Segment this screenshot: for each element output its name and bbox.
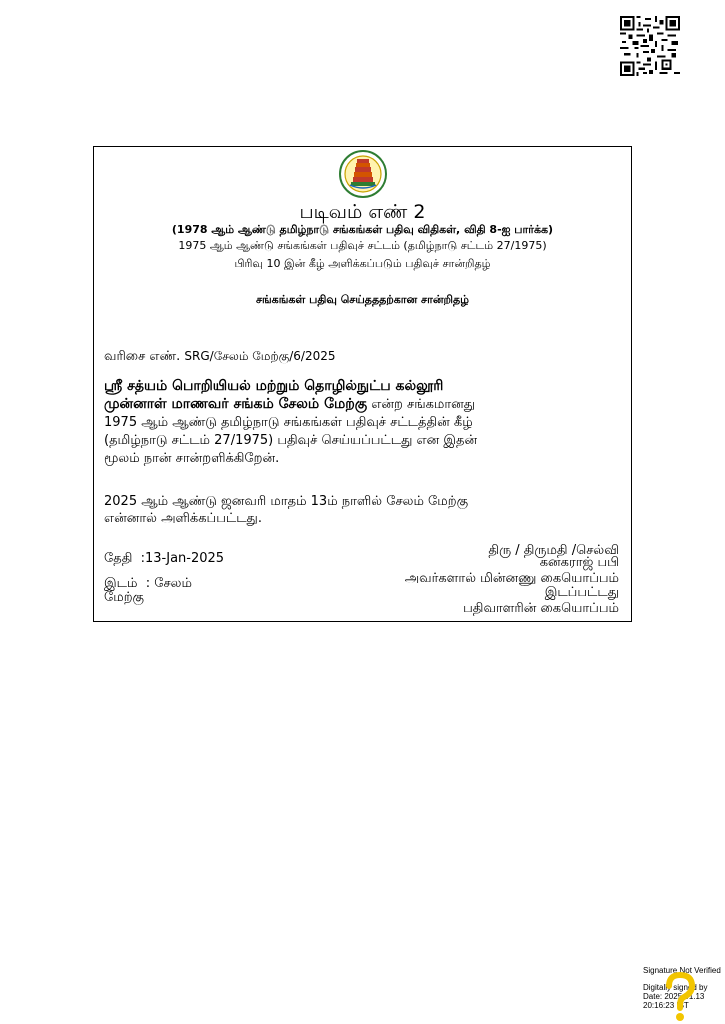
para1-line3: 1975 ஆம் ஆண்டு தமிழ்நாடு சங்கங்கள் பதிவுச் சட்டத்தின் கீழ் — [104, 415, 473, 430]
para2-line1: 2025 ஆம் ஆண்டு ஜனவரி மாதம் 13ம் நாளில் சேலம் மேற்கு — [104, 494, 469, 509]
signed-date-line: Date: 2025.01.13 — [643, 992, 705, 1001]
serial-number: SRG/சேலம் மேற்கு/6/2025 — [184, 349, 336, 363]
signed-by-line: Digitally signed by — [643, 983, 708, 992]
registration-certificate — [93, 146, 632, 622]
signatory-title: திரு / திருமதி /செல்வி — [488, 543, 619, 558]
date-line — [104, 551, 224, 567]
signature-line1: அவர்களால் மின்னணு கையொப்பம் — [404, 571, 619, 586]
place-value-line2: மேற்கு — [104, 590, 145, 605]
society-name-line2: முன்னாள் மாணவர் சங்கம் சேலம் மேற்கு — [104, 396, 368, 412]
date-value: :13-Jan-2025 — [140, 551, 225, 566]
signed-time-line: 20:16:23 IST — [643, 1001, 689, 1010]
section-reference: பிரிவு 10 இன் கீழ் அளிக்கப்படும் பதிவுச் சான்றிதழ் — [234, 257, 491, 270]
para1-line2-suffix: என்ற சங்கமானது — [367, 397, 476, 412]
certification-paragraph — [104, 377, 477, 468]
issue-paragraph — [104, 493, 468, 527]
para1-line4: (தமிழ்நாடு சட்டம் 27/1975) பதிவுச் செய்யப்பட்டது என இதன் — [104, 433, 478, 448]
signature-line2: இடப்பட்டது — [544, 585, 619, 600]
act-reference: 1975 ஆம் ஆண்டு சங்கங்கள் பதிவுச் சட்டம் (தமிழ்நாடு சட்டம் 27/1975) — [178, 239, 547, 252]
qr-code-icon — [620, 16, 680, 76]
place-line — [104, 577, 192, 605]
society-name-line1: ஸ்ரீ சத்யம் பொறியியல் மற்றும் தொழில்நுட்ப கல்லூரி — [104, 378, 444, 394]
rules-reference: (1978 ஆம் ஆண்டு தமிழ்நாடு சங்கங்கள் பதிவு விதிகள், விதி 8-ஐ பார்க்க) — [171, 223, 554, 236]
tamil-nadu-emblem-icon — [338, 149, 388, 199]
place-label: இடம் — [104, 576, 138, 591]
certificate-heading: சங்கங்கள் பதிவு செய்தததற்கான சான்றிதழ் — [255, 293, 470, 306]
signatory-name: கனகராஜ் பபி — [539, 555, 619, 570]
registrar-signature: பதிவாளரின் கையொப்பம் — [463, 601, 619, 616]
date-label: தேதி — [104, 551, 133, 566]
para1-line5: மூலம் நான் சான்றளிக்கிறேன். — [104, 451, 280, 466]
para2-line2: என்னால் அளிக்கப்பட்டது. — [104, 511, 262, 526]
serial-number-line — [104, 349, 335, 365]
signature-status: Signature Not Verified — [643, 966, 721, 975]
serial-label: வரிசை எண். — [104, 349, 181, 364]
place-value: : சேலம் — [145, 576, 192, 591]
question-mark-icon — [663, 972, 697, 1022]
form-title: படிவம் எண் 2 — [299, 201, 426, 223]
